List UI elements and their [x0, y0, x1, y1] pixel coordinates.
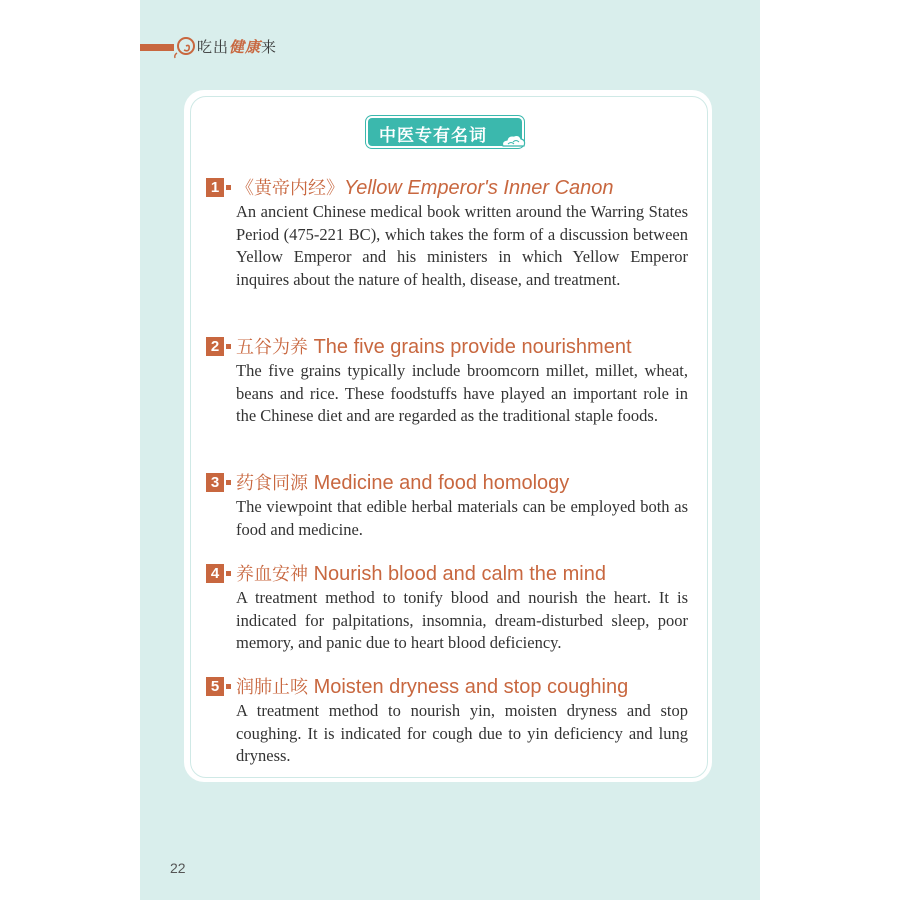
term-description: An ancient Chinese medical book written around the Warring States Period (475-221 BC), which takes the form of a discussion between Yellow Emperor and his ministers in which Yellow Emperor inquires about the nature of health, disease, and treatment.	[236, 202, 688, 290]
term-number-badge: 5	[206, 677, 224, 696]
term-description: A treatment method to tonify blood and nourish the heart. It is indicated for palpitations, insomnia, dream-disturbed sleep, poor memory, and panic due to heart blood deficiency.	[236, 588, 688, 653]
badge-tail	[226, 185, 231, 190]
term-entry-1	[206, 175, 688, 308]
term-number-badge: 4	[206, 564, 224, 583]
term-entry-5	[206, 674, 688, 785]
badge-tail	[226, 344, 231, 349]
badge-tail	[226, 684, 231, 689]
term-heading	[206, 334, 688, 360]
term-number-badge: 3	[206, 473, 224, 492]
header-decoration-bar	[140, 44, 174, 51]
term-description: The viewpoint that edible herbal materials can be employed both as food and medicine.	[236, 497, 688, 539]
term-chinese: 润肺止咳	[236, 677, 308, 698]
page-number: 22	[170, 860, 186, 876]
badge-tail	[226, 480, 231, 485]
cloud-ornament-icon	[500, 132, 526, 150]
term-heading	[206, 470, 688, 496]
term-title	[236, 334, 632, 361]
term-heading	[206, 561, 688, 587]
term-entry-3	[206, 470, 688, 558]
term-chinese: 养血安神	[236, 564, 308, 585]
term-description: A treatment method to nourish yin, moisten dryness and stop coughing. It is indicated for cough due to yin deficiency and lung dryness.	[236, 701, 688, 766]
term-entry-4	[206, 561, 688, 672]
badge-tail	[226, 571, 231, 576]
term-english: The five grains provide nourishment	[313, 336, 632, 358]
term-description: The five grains typically include broomcorn millet, millet, wheat, beans and rice. These foodstuffs have played an important role in the Chinese diet and are regarded as the traditional staple foods.	[236, 361, 688, 426]
running-header-title: 吃出健康来	[197, 38, 278, 56]
term-title	[236, 175, 614, 202]
term-english: Moisten dryness and stop coughing	[313, 676, 629, 698]
swirl-ornament-icon	[173, 33, 199, 59]
term-chinese: 五谷为养	[236, 337, 308, 358]
term-number-badge: 2	[206, 337, 224, 356]
term-chinese: 《黄帝内经》	[236, 178, 344, 199]
term-title	[236, 470, 569, 497]
section-title: 中医专有名词	[379, 126, 487, 146]
term-entry-2	[206, 334, 688, 445]
term-english: Yellow Emperor's Inner Canon	[344, 177, 614, 199]
term-title	[236, 674, 628, 701]
term-english: Medicine and food homology	[313, 472, 570, 494]
term-english: Nourish blood and calm the mind	[313, 563, 606, 585]
term-heading	[206, 175, 688, 201]
term-title	[236, 561, 606, 588]
term-chinese: 药食同源	[236, 473, 308, 494]
term-number-badge: 1	[206, 178, 224, 197]
term-heading	[206, 674, 688, 700]
section-banner	[368, 118, 522, 146]
